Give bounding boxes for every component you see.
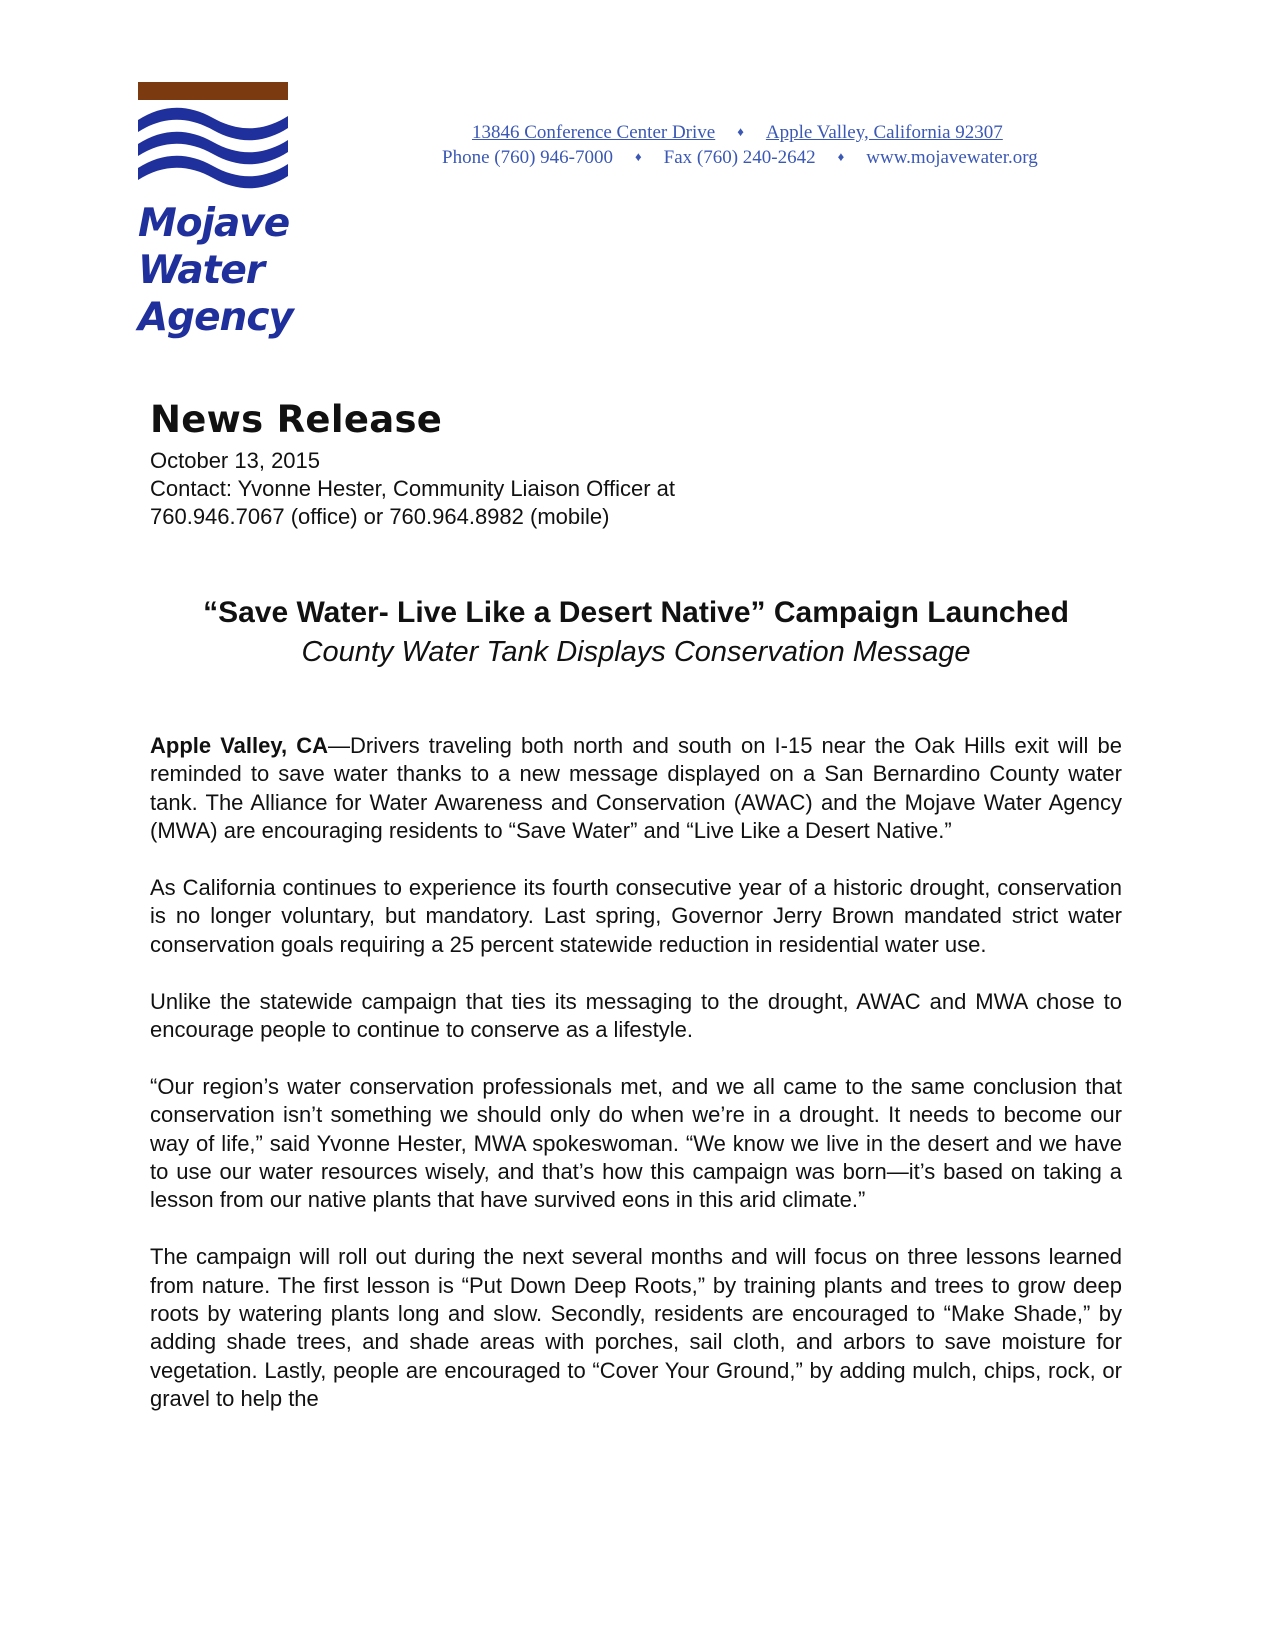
- paragraph-3: Unlike the statewide campaign that ties its messaging to the drought, AWAC and MWA chose to encourage people to continue to conserve as a lifestyle.: [150, 988, 1122, 1043]
- diamond-separator-icon: ♦: [737, 124, 744, 139]
- city-address[interactable]: Apple Valley, California 92307: [765, 122, 1003, 143]
- address-line-2: [442, 147, 1038, 169]
- fax-number: Fax (760) 240-2642: [663, 147, 816, 168]
- street-address[interactable]: 13846 Conference Center Drive: [472, 122, 716, 143]
- paragraph-5: The campaign will roll out during the next several months and will focus on three lessons learned from nature. The first lesson is “Put Down Deep Roots,” by training plants and trees to grow deep roots by watering plants long and slow. Secondly, residents are encouraged to “Make Shade,” by adding shade trees, and shade areas with porches, sail cloth, and arbors to save moisture for vegetation. Lastly, people are encouraged to “Cover Your Ground,” by adding mulch, chips, rock, or gravel to help the: [150, 1244, 1122, 1412]
- website-link[interactable]: www.mojavewater.org: [866, 147, 1038, 168]
- news-release-title: News Release: [150, 398, 443, 441]
- diamond-separator-icon: ♦: [634, 149, 642, 164]
- logo-wordmark: [138, 200, 293, 341]
- logo-line-agency: Agency: [138, 295, 293, 340]
- address-line-1: [472, 122, 1003, 144]
- logo-line-water: Water: [138, 248, 265, 293]
- logo-waves-icon: [138, 82, 288, 192]
- contact-line-1: Contact: Yvonne Hester, Community Liaison Officer at: [150, 476, 676, 501]
- article-body: [150, 732, 1122, 1442]
- subheadline: County Water Tank Displays Conservation Message: [301, 636, 971, 668]
- diamond-separator-icon: ♦: [837, 149, 845, 164]
- phone-number: Phone (760) 946-7000: [442, 147, 613, 168]
- paragraph-2: As California continues to experience its fourth consecutive year of a historic drought, conservation is no longer voluntary, but mandatory. Last spring, Governor Jerry Brown mandated strict water conservation goals requiring a 25 percent statewide reduction in residential water use.: [150, 875, 1122, 957]
- contact-line-2: 760.946.7067 (office) or 760.964.8982 (mobile): [150, 504, 610, 529]
- logo-line-mojave: Mojave: [138, 201, 290, 246]
- paragraph-1-text: —Drivers traveling both north and south on I-15 near the Oak Hills exit will be reminded to save water thanks to a new message displayed on a San Bernardino County water tank. The Alliance for Water Awareness and Conservation (AWAC) and the Mojave Water Agency (MWA) are encouraging residents to “Save Water” and “Live Like a Desert Native.”: [150, 733, 1122, 844]
- paragraph-1: [150, 732, 1122, 846]
- dateline: Apple Valley, CA: [150, 733, 328, 758]
- release-date: October 13, 2015: [150, 448, 321, 473]
- release-meta: [150, 447, 850, 531]
- paragraph-4: “Our region’s water conservation professionals met, and we all came to the same conclusion that conservation isn’t something we should only do when we’re in a drought. It needs to become our way of life,” said Yvonne Hester, MWA spokeswoman. “We know we live in the desert and we have to use our water resources wisely, and that’s how this campaign was born—it’s based on taking a lesson from our native plants that have survived eons in this arid climate.”: [150, 1073, 1122, 1213]
- headline: “Save Water- Live Like a Desert Native” Campaign Launched: [203, 596, 1069, 629]
- mojave-water-agency-logo: [138, 82, 293, 341]
